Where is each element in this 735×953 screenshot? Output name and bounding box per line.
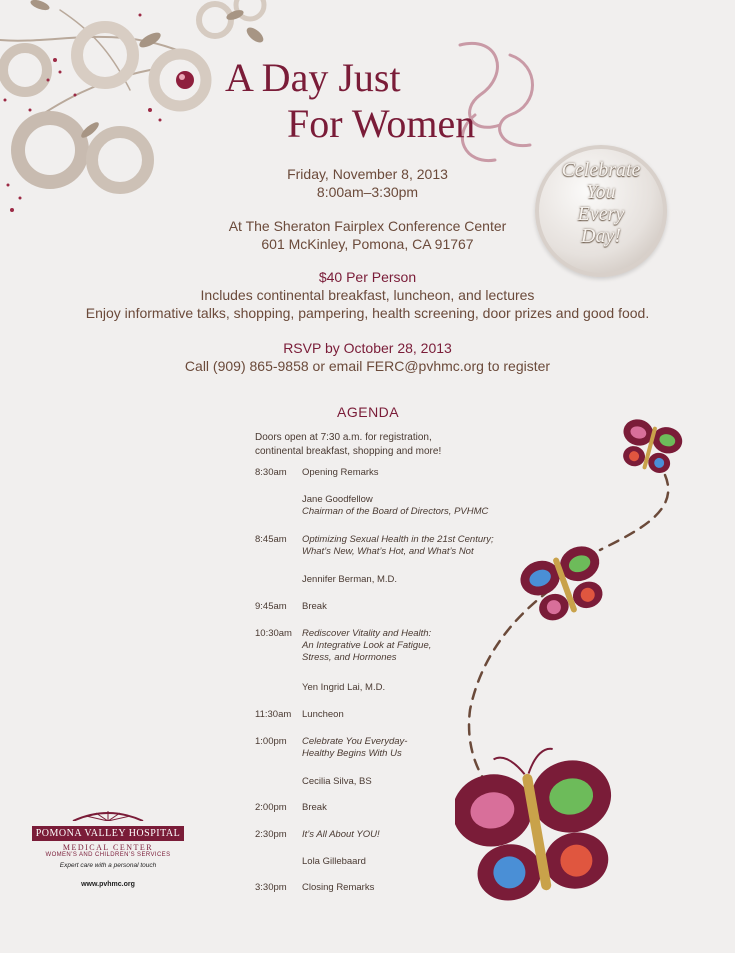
seal-line-1: Celebrate [561,159,641,181]
doors-line-1: Doors open at 7:30 a.m. for registration, [255,432,432,443]
agenda-subtext: An Integrative Look at Fatigue, [302,640,432,651]
venue-name: At The Sheraton Fairplex Conference Center [228,218,507,234]
seal-line-3: Every [577,203,625,225]
agenda-time: 2:00pm [255,802,287,813]
venue-address: 601 McKinley, Pomona, CA 91767 [261,236,474,252]
venue-block [0,217,735,253]
agenda-time: 11:30am [255,709,292,720]
agenda-time: 3:30pm [255,882,287,893]
agenda-text: Lola Gillebaard [302,856,366,867]
agenda-time: 1:00pm [255,736,287,747]
agenda-time: 10:30am [255,628,292,639]
agenda-subtext: What’s New, What’s Hot, and What’s Not [302,546,474,557]
agenda-subtext: Stress, and Hormones [302,652,397,663]
seal-line-2: You [586,181,616,203]
title-line-1: A Day Just [225,55,401,100]
agenda-text: Break [302,802,327,813]
rsvp-block [0,339,735,375]
hospital-logo [32,808,184,888]
hospital-tagline: Expert care with a personal touch [59,862,157,869]
butterfly-icon [520,540,610,630]
rsvp-deadline: RSVP by October 28, 2013 [283,340,452,356]
agenda-text: Celebrate You Everyday- [302,736,408,747]
agenda-subtext: Chairman of the Board of Directors, PVHMC [302,506,489,517]
date-time-block [0,165,735,201]
agenda-title: AGENDA [337,404,400,420]
agenda-text: Opening Remarks [302,467,379,478]
event-time: 8:00am–3:30pm [316,184,419,200]
seal-line-4: Day! [581,225,621,247]
agenda-text: Luncheon [302,709,344,720]
agenda-time: 9:45am [255,601,287,612]
register-instructions: Call (909) 865-9858 or email FERC@pvhmc.org to register [184,358,551,374]
agenda-text: Jane Goodfellow [302,494,373,505]
hospital-division: WOMEN’S AND CHILDREN’S SERVICES [45,852,171,858]
doors-line-2: continental breakfast, shopping and more! [255,446,442,457]
agenda-time: 8:30am [255,467,287,478]
agenda-time: 8:45am [255,534,287,545]
price: $40 Per Person [318,269,417,285]
event-date: Friday, November 8, 2013 [287,166,448,182]
enjoy-text: Enjoy informative talks, shopping, pampering, health screening, door prizes and good food. [85,305,650,321]
hospital-subtitle: MEDICAL CENTER [62,843,154,852]
agenda-text: Yen Ingrid Lai, M.D. [302,682,386,693]
agenda-text: Rediscover Vitality and Health: [302,628,432,639]
title-line-2: For Women [287,101,476,146]
sunburst-icon [68,809,148,821]
event-title [225,55,475,147]
pricing-block [0,268,735,322]
agenda-text: Break [302,601,327,612]
agenda-text: It’s All About YOU! [302,829,380,840]
butterfly-icon [455,745,620,920]
agenda-text: Closing Remarks [302,882,375,893]
agenda-subtext: Healthy Begins With Us [302,748,402,759]
agenda-text: Optimizing Sexual Health in the 21st Century; [302,534,494,545]
hospital-url: www.pvhmc.org [81,881,135,888]
agenda-time: 2:30pm [255,829,287,840]
includes-text: Includes continental breakfast, luncheon, and lectures [200,287,535,303]
hospital-name: POMONA VALLEY HOSPITAL [32,826,184,841]
agenda-text: Jennifer Berman, M.D. [302,574,398,585]
agenda-text: Cecilia Silva, BS [302,776,372,787]
butterfly-icon [615,412,685,482]
doors-open-note [255,431,441,459]
